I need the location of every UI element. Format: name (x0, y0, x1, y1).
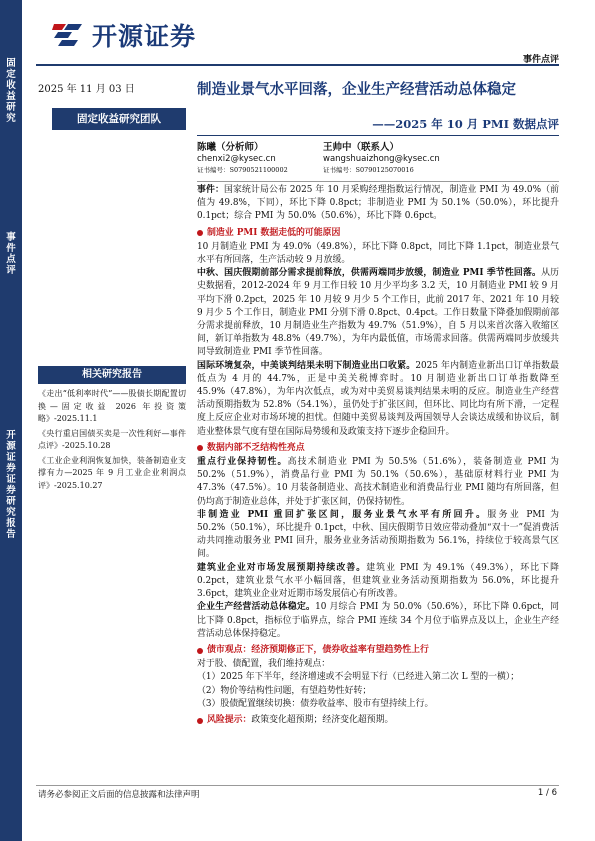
paragraph-text: 高技术制造业 PMI 为 50.5%（51.6%），装备制造业 PMI 为 50.2%（51.9%），消费品行业 PMI 为 50.1%（50.6%），基础原材料行业 PMI 为 47.3%（47.5%）。10 月装备制造业、高技术制造业和消费品行业 PMI 随均有所回落，但仍均高于制造业总体，并处于扩张区间，仍保持韧性。 (197, 457, 559, 507)
page-number: 1 / 6 (537, 788, 557, 798)
doc-type-label: 事件点评 (522, 55, 559, 65)
author-cert: 证书编号：S0790521100002 (197, 166, 288, 174)
list-item: （2）物价等结构性问题，有望趋势性好转； (197, 685, 372, 696)
logo (52, 17, 196, 53)
paragraph (197, 360, 559, 439)
author-divider (197, 181, 559, 182)
author-email[interactable]: chenxi2@kysec.cn (197, 154, 276, 164)
event-label: 事件： (197, 185, 224, 195)
top-divider (36, 64, 559, 66)
footer-disclaimer: 请务必参阅正文后面的信息披露和法律声明 (38, 790, 200, 800)
related-report-link[interactable]: 《工业企业利润恢复加快，装备制造业支撑有力—2025 年 9 月工业企业利润点评》-2025.10.27 (38, 455, 186, 490)
section-heading (197, 644, 559, 657)
logo-icon (52, 20, 86, 50)
author-card (197, 141, 288, 175)
sidebar-mid-label: 事件点评 (6, 232, 16, 276)
paragraph-lead: 企业生产经营活动总体稳定。 (197, 602, 316, 613)
related-report-link[interactable]: 《走出“低利率时代”——股债长期配置切换—固定收益 2026 年投资策略》-2025.11.1 (38, 389, 186, 423)
paragraph-text: 2025 年内制造业新出口订单指数最低点为 4 月的 44.7%，正是中美关税博弈时。10 月制造业新出口订单指数降至 45.9%（47.8%），为年内次低点，或为对中美贸易谈判结果未明的反应。制造业生产经营活动预期指数为 52.8%（54.1%），虽仍处于扩张区间，但环比、同比均有所下滑，一定程度上反应企业对市场环境的担忧。但随中美贸易谈判及两国领导人会谈达成缓和协议后，制造业整体景气度有望在国际局势缓和及政策支持下逐步企稳回升。 (197, 360, 560, 437)
author-email[interactable]: wangshuaizhong@kysec.cn (323, 154, 440, 164)
paragraph (197, 509, 559, 562)
related-report-link[interactable]: 《央行重启国债买卖是一次性利好—事件点评》-2025.10.28 (38, 428, 186, 450)
paragraph: 10 月制造业 PMI 为 49.0%（49.8%），环比下降 0.8pct，同比下降 1.1pct，制造业景气水平有所回落，生产活动较 9 月放缓。 (197, 241, 559, 266)
event-text: 国家统计局公布 2025 年 10 月采购经理指数运行情况，制造业 PMI 为 49.0%（前值为 49.8%，下同），环比下降 0.8pct；非制造业 PMI 为 50.1%（50.0%），环比提升 0.1pct；综合 PMI 为 50.0%（50.6%），环比下降 0.6pct。 (197, 185, 559, 222)
paragraph-text: 服务业 PMI 为 50.2%（50.1%），环比提升 0.1pct，中秋、国庆假期节日效应带动叠加“双十一”促消费活动共同推动服务业 PMI 回升，服务业业务活动预期指数为 56.1%，持续位于较高景气区间。 (197, 509, 560, 560)
paragraph (197, 267, 559, 359)
paragraph-text: 建筑业 PMI 为 49.1%（49.3%），环比下降 0.2pct，建筑业景气水平小幅回落，但建筑业业务活动预期指数为 56.0%，环比提升 3.6pct，建筑业企业对近期市场发展信心有所改善。 (197, 562, 559, 600)
report-subtitle: ——2025 年 10 月 PMI 数据点评 (372, 117, 559, 131)
related-reports-list (38, 388, 186, 494)
author-name: 王帅中（联系人） (323, 142, 400, 153)
logo-text: 开源证券 (92, 22, 197, 51)
paragraph-text: 从历史数据看，2012-2024 年 9 月工作日较 10 月少平均多 3.2 天，10 月制造业 PMI 较 9 月平均下滑 0.2pct，2025 年 10 月较 9 月少 5 个工作日，此前 2017 年、2021 年 10 月较 9 月少 5 个工作日，制造业 PMI 分别下滑 0.8pct、0.4pct。工作日数量下降叠加假期前部分需求提前释放，10 月制造业生产指数为 49.7%（51.9%），自 5 月以来首次落入收缩区间，新订单指数为 48.8%（49.7%），为年内最低值，市场需求回落。供需两端同步放缓共同导致制造业 PMI 季节性回落。 (197, 268, 560, 358)
risk-text: 政策变化超预期；经济变化超预期。 (251, 714, 394, 725)
bullet-dot-icon (197, 445, 203, 451)
paragraph-text: 10 月综合 PMI 为 50.0%（50.6%），环比下降 0.6pct，同比下降 0.8pct，指标位于临界点，综合 PMI 连续 34 个月位于临界点及以上，企业生产经营活动总体保持稳定。 (197, 602, 559, 639)
paragraph-lead: 国际环境复杂，中美谈判结果未明下制造业出口收紧。 (197, 360, 416, 371)
left-sidebar (0, 0, 22, 841)
paragraph (197, 562, 559, 602)
author-card (323, 141, 440, 175)
paragraph (197, 456, 559, 509)
paragraph-lead: 重点行业保持韧性。 (197, 457, 288, 468)
list-item: （1）2025 年下半年，经济增速或不会明显下行（已经进入第二次 L 型的一横）； (197, 672, 520, 683)
sidebar-bottom-label: 开源证券 证券研究报告 (6, 430, 16, 540)
related-reports-heading: 相关研究报告 (38, 366, 186, 384)
list-item: （3）股债配置继续切换：债券收益率、股市有望持续上行。 (197, 698, 434, 709)
bullet-dot-icon (197, 230, 203, 236)
bullet-dot-icon (197, 648, 203, 654)
report-date: 2025 年 11 月 03 日 (38, 84, 135, 95)
title-divider (197, 135, 559, 136)
report-title: 制造业景气水平回落，企业生产经营活动总体稳定 (197, 81, 516, 98)
section-title: 制造业 PMI 数据走低的可能原因 (207, 227, 341, 238)
footer-divider (36, 785, 559, 786)
paragraph-lead: 中秋、国庆假期前部分需求提前释放，供需两端同步放缓，制造业 PMI 季节性回落。 (197, 268, 542, 279)
bullet-dot-icon (197, 718, 203, 724)
section-title: 债市观点：经济预期修正下，债券收益率有望趋势性上行 (207, 644, 429, 655)
main-body (197, 184, 559, 728)
paragraph-lead: 非制造业 PMI 重回扩张区间，服务业景气水平有所回升。 (197, 509, 488, 520)
section-heading (197, 227, 559, 240)
author-name: 陈曦（分析师） (197, 142, 264, 153)
team-badge: 固定收益研究团队 (52, 108, 186, 130)
section-heading (197, 442, 559, 455)
paragraph: 对于股、债配置，我们维持观点： (197, 659, 331, 670)
risk-line (197, 714, 559, 727)
event-paragraph (197, 184, 559, 224)
risk-label: 风险提示： (207, 714, 252, 725)
author-cert: 证书编号：S0790125070016 (323, 166, 414, 174)
section-title: 数据内部不乏结构性亮点 (207, 442, 305, 453)
paragraph (197, 601, 559, 641)
paragraph-lead: 建筑业企业对市场发展预期持续改善。 (197, 562, 367, 573)
sidebar-top-label: 固定收益研究 (6, 58, 16, 124)
